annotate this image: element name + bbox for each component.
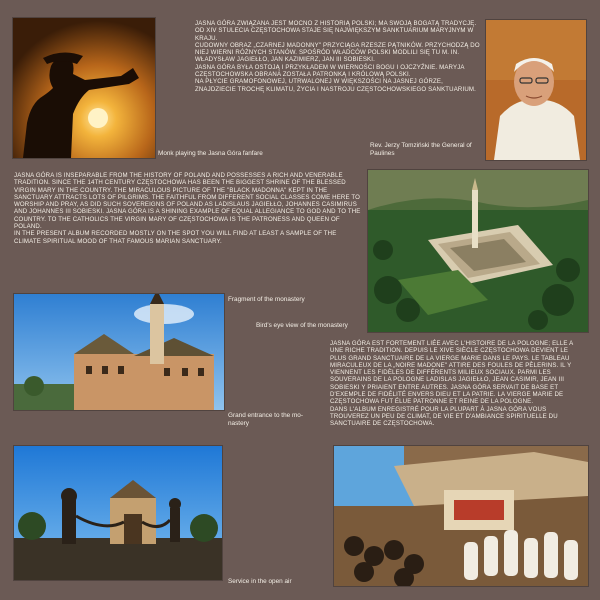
birds-eye-photo: [368, 170, 588, 332]
entrance-photo: [14, 446, 222, 580]
polish-text: JASNA GÓRA ZWIĄZANA JEST MOCNO Z HISTORIĄ POLSKI; MA SWOJĄ BOGATĄ TRADYCJĘ. OD XIV STULECIA CZĘSTOCHOWA STAJE SIĘ NAJWIĘKSZYM SANKTUARIUM MARYJNYM W KRAJU. CUDOWNY OBRAZ „CZARNEJ MADONNY" PRZYCIĄGA RZESZE PĄTNIKÓW. PRZYCHODZĄ DO NIEJ WIERNI RÓŻNYCH STANÓW. SPOŚRÓD WŁADCÓW POLSKI MODLILI SIĘ TU M. IN. WŁADYSŁAW JAGIEŁŁO, JAN KAZIMIERZ, JAN III SOBIESKI. JASNA GÓRA BYŁA OSTOJĄ I PRZYKŁADEM W WIERNOŚCI BOGU I OJCZYŹNIE. MARYJA CZĘSTOCHOWSKA OBRANA ZOSTAŁA PATRONKĄ I KRÓLOWĄ POLSKI. NA PŁYCIE GRAMOFONOWEJ, UTRWALONEJ W WIĘKSZOŚCI NA JASNEJ GÓRZE, ZNAJDZIECIE TROCHĘ KLIMATU, ŻYCIA I NASTROJU CZĘSTOCHOWSKIEGO SANKTUARIUM.: [195, 20, 480, 93]
french-text: JASNA GÓRA EST FORTEMENT LIÉE AVEC L'HISTOIRE DE LA POLOGNE; ELLE A UNE RICHE TRADITION. DEPUIS LE XIVE SIÈCLE CZĘSTOCHOWA DEVIENT LE PLUS GRAND SANCTUAIRE DE LA VIERGE MARIE DANS LE PAYS. LE TABLEAU MIRACULEUX DE LA „NOIRE MADONE" ATTIRE DES FOULES DE PÈLERINS. IL Y VIENNENT LES FIDÈLES DE DIFFÉRENTS MILIEUX SOCIAUX. PARMI LES SOUVERAINS DE LA POLOGNE LADISLAS JAGIEŁŁO, JEAN CASIMIR, JEAN III SOBIESKI Y PRIAIENT ENTRE AUTRES. JASNA GÓRA SERVAIT DE BASE ET D'EXEMPLE DE FIDÉLITÉ ENVERS DIEU ET LA PATRIE. LA VIERGE MARIE DE CZĘSTOCHOWA FUT ÉLUE PATRONNE ET REINE DE LA POLOGNE. DANS L'ALBUM ENREGISTRÉ POUR LA PLUPART À JASNA GÓRA VOUS TROUVEREZ UN PEU DE CLIMAT, DE VIE ET D'AMBIANCE SPIRITUELLE DU SANCTUAIRE DE CZĘSTOCHOWA.: [330, 340, 573, 428]
service-photo: [334, 446, 588, 586]
caption-service: Service in the open air: [228, 578, 292, 585]
general-portrait-photo: [486, 20, 586, 160]
caption-birds-eye: Bird's eye view of the monastery: [256, 322, 348, 329]
caption-fragment: Fragment of the monastery: [228, 296, 305, 303]
caption-entrance: Grand entrance to the mo- nastery: [228, 412, 303, 427]
fragment-photo: [14, 294, 224, 410]
english-text: JASNA GÓRA IS INSEPARABLE FROM THE HISTORY OF POLAND AND POSSESSES A RICH AND VENERABLE TRADITION. SINCE THE 14TH CENTURY CZĘSTOCHOWA HAS BEEN THE BIGGEST SHRINE OF THE BLESSED VIRGIN MARY IN THE COUNTRY. THE MIRACULOUS PICTURE OF THE "BLACK MADONNA" KEPT IN THE SANCTUARY ATTRACTS LOTS OF PILGRIMS. THE FAITHFUL FROM DIFFERENT SOCIAL CLASSES COME HERE TO WORSHIP AND PRAY, AS DID SUCH SOVEREIGNS OF POLAND AS LADISLAUS JAGIEŁŁO, JOHANNES CASIMIRUS AND JOHANNES III SOBIESKI. JASNA GÓRA IS A SHINING EXAMPLE OF EQUAL ALLEGIANCE TO GOD AND TO THE COUNTRY. TO THE CATHOLICS THE VIRGIN MARY OF CZĘSTOCHOWA IS THE PATRONESS AND QUEEN OF POLAND. IN THE PRESENT ALBUM RECORDED MOSTLY ON THE SPOT YOU WILL FIND AT LEAST A SAMPLE OF THE CLIMATE SPIRITUAL MOOD OF THAT FAMOUS MARIAN SANCTUARY.: [14, 172, 361, 245]
caption-general: Rev. Jerzy Tomziński the General of Paulines: [370, 142, 472, 157]
caption-monk: Monk playing the Jasna Góra fanfare: [158, 150, 263, 157]
monk-trumpet-photo: [13, 18, 155, 158]
